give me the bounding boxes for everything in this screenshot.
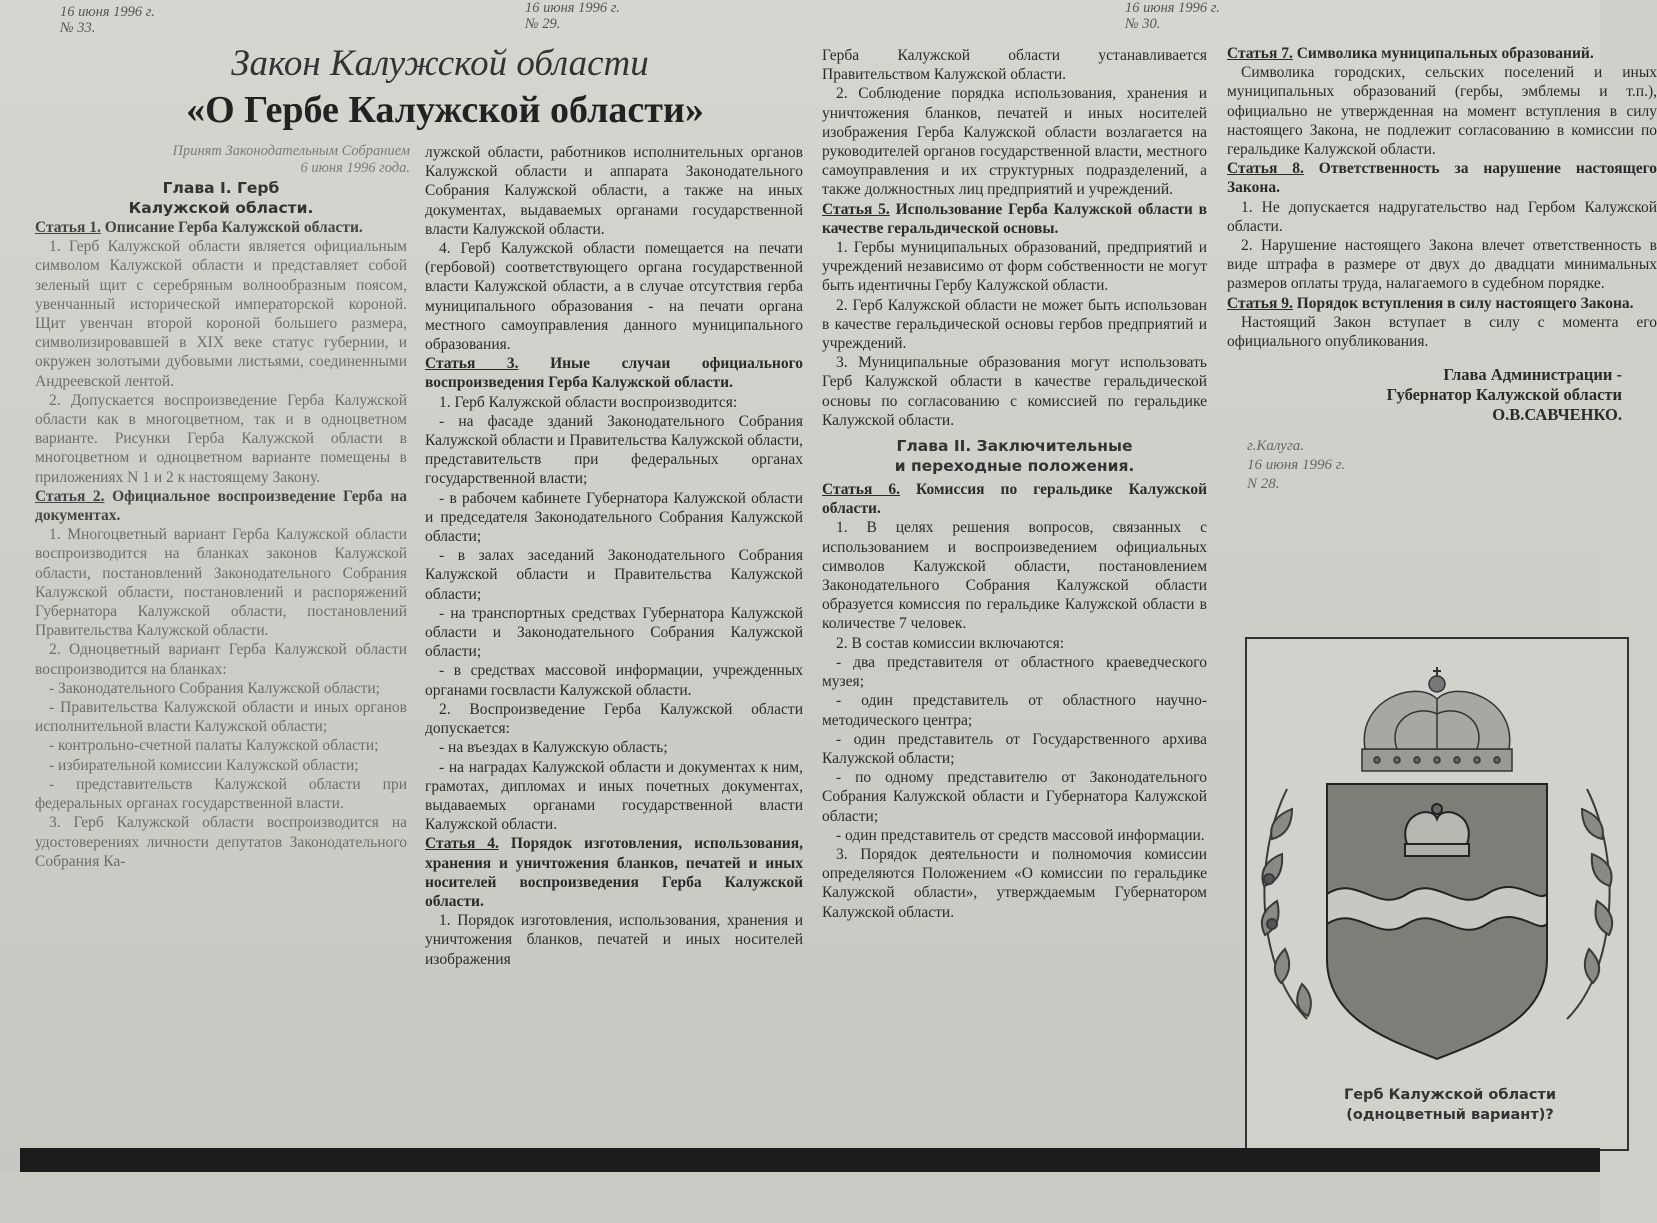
list-item: - Законодательного Собрания Калужской области; [49, 679, 380, 697]
list-item: - в залах заседаний Законодательного Собрания Калужской области и Правительства Калужской области; [425, 547, 803, 603]
signature-line-3: О.В.САВЧЕНКО. [1492, 405, 1622, 425]
list-item: - один представитель от средств массовой информации. [836, 826, 1205, 844]
chapter-1-heading [35, 178, 407, 218]
article-6-title: Комиссия по геральдике Калужской области. [822, 481, 1207, 518]
list-item: - контрольно-счетной палаты Калужской области; [49, 737, 379, 755]
article-1-label: Статья 1. [35, 219, 101, 236]
chapter-1-line-2: Калужской области. [128, 199, 314, 217]
article-9-label: Статья 9. [1227, 294, 1293, 312]
article-6-paragraph-3: 3. Порядок деятельности и полномочия комиссии определяются Положением «О комиссии по геральдике Калужской области», утверждаемым Губернатором Калужской области. [822, 845, 1207, 921]
law-title-line1: Закон Калужской области [231, 43, 649, 84]
article-5-paragraph-1: 1. Гербы муниципальных образований, предприятий и учреждений независимо от форм собственности не могут быть идентичны Гербу Калужской области. [822, 239, 1207, 295]
coat-of-arms-caption [1300, 1085, 1600, 1125]
article-4-paragraph-1: 1. Порядок изготовления, использования, хранения и уничтожения бланков, печатей и иных носителей изображения [425, 912, 803, 968]
article-8-paragraph-2: 2. Нарушение настоящего Закона влечет ответственность в виде штрафа в размере от двух до двадцати минимальных размеров оплаты труда, налагаемого в судебном порядке. [1227, 237, 1657, 293]
article-3-title: Иные случаи официального воспроизведения Герба Калужской области. [425, 355, 803, 392]
article-5-title: Использование Герба Калужской области в качестве геральдической основы. [822, 200, 1207, 237]
article-5-paragraph-3: 3. Муниципальные образования могут использовать Герб Калужской области в качестве геральдической основы по согласованию с комиссией по геральдике Калужской области. [822, 354, 1207, 429]
article-8-label: Статья 8. [1227, 160, 1304, 178]
bottom-margin [0, 1172, 1600, 1223]
article-3-paragraph-1: 1. Герб Калужской области воспроизводится: [439, 393, 738, 411]
article-9-title: Порядок вступления в силу настоящего Закона. [1296, 294, 1634, 312]
article-8-paragraph-1: 1. Не допускается надругательство над Гербом Калужской области. [1227, 198, 1657, 235]
article-2-title: Официальное воспроизведение Герба на документах. [35, 487, 407, 525]
article-5-label: Статья 5. [822, 200, 890, 218]
article-8-title: Ответственность за нарушение настоящего Закона. [1227, 160, 1657, 197]
article-2-continued: лужской области, работников исполнительных органов Калужской области и аппарата Законодательного Собрания Калужской области, а также на иных документах, выдаваемых органами государственной власти Калужской области. [425, 144, 803, 238]
law-title-line2: «О Гербе Калужской области» [186, 89, 704, 131]
column-3 [822, 46, 1207, 922]
header-left [60, 4, 155, 36]
header-left-date: 16 июня 1996 г. [60, 4, 155, 20]
bottom-black-rule [20, 1148, 1600, 1172]
accepted-line-2: 6 июня 1996 года. [300, 160, 410, 176]
article-4-title: Порядок изготовления, использования, хранения и уничтожения бланков, печатей и иных носителей воспроизведения Герба Калужской области. [425, 835, 803, 910]
chapter-2-line-1: Глава II. Заключительные [896, 437, 1133, 456]
list-item: - по одному представителю от Законодательного Собрания Калужской области и Губернатора Калужской области; [822, 769, 1207, 825]
list-item: - на транспортных средствах Губернатора Калужской области и Законодательного Собрания Калужской области; [425, 604, 803, 661]
column-4 [1227, 44, 1657, 494]
header-right-number: № 30. [1125, 16, 1161, 32]
list-item: - в рабочем кабинете Губернатора Калужской области и председателя Законодательного Собрания Калужской области; [425, 489, 803, 546]
article-3-paragraph-2: 2. Воспроизведение Герба Калужской области допускается: [425, 700, 803, 738]
column-2 [425, 143, 803, 969]
article-4-continued: Герба Калужской области устанавливается Правительством Калужской области. [822, 47, 1207, 84]
article-1-paragraph-2: 2. Допускается воспроизведение Герба Калужской области как в многоцветном, так и в одноцветном варианте. Рисунки Герба Калужской области в многоцветном и одноцветном варианте помещены в приложениях N 1 и 2 к настоящему Закону. [35, 391, 407, 486]
signature-line-2: Губернатор Калужской области [1386, 385, 1622, 405]
header-right [1125, 0, 1220, 32]
article-5-paragraph-2: 2. Герб Калужской области не может быть использован в качестве геральдической основы гербов предприятий и учреждений. [822, 296, 1207, 353]
article-9-paragraph: Настоящий Закон вступает в силу с момента его официального опубликования. [1227, 313, 1657, 351]
article-2-paragraph-3: 3. Герб Калужской области воспроизводится на удостоверениях личности депутатов Законодательного Собрания Ка- [35, 814, 407, 870]
law-number: N 28. [1247, 476, 1280, 493]
list-item: - один представитель от Государственного архива Калужской области; [822, 730, 1207, 767]
list-item: - два представителя от областного краеведческого музея; [822, 653, 1207, 691]
article-2-paragraph-4: 4. Герб Калужской области помещается на печати (гербовой) соответствующего органа государственной власти Калужской области, а в случае отсутствия герба муниципального образования - на печати органа местного самоуправления данного муниципального образования. [425, 240, 803, 354]
article-6-paragraph-1: 1. В целях решения вопросов, связанных с использованием и воспроизведением официальных символов Калужской области, постановлением Законодательного Собрания Калужской области образуется комиссия по геральдике Калужской области в количестве 7 человек. [822, 519, 1207, 633]
signature-line-1: Глава Администрации - [1443, 365, 1622, 385]
article-6-paragraph-2: 2. В состав комиссии включаются: [836, 634, 1065, 652]
signature-block [1227, 365, 1622, 425]
article-3-heading [425, 354, 803, 392]
accepted-note [60, 143, 410, 177]
article-7-title: Символика муниципальных образований. [1296, 45, 1594, 62]
chapter-2-heading [822, 436, 1207, 476]
article-4-heading [425, 834, 803, 911]
place-date-block [1247, 437, 1657, 494]
article-6-heading [822, 480, 1207, 518]
list-item: - на фасаде зданий Законодательного Собрания Калужской области и Правительства Калужской области, представительств при федеральных органах государственной власти; [425, 412, 803, 488]
header-left-number: № 33. [60, 20, 96, 36]
article-2-heading [35, 487, 407, 525]
article-2-paragraph-2: 2. Одноцветный вариант Герба Калужской области воспроизводится на бланках: [35, 641, 407, 678]
coat-of-arms-frame [1245, 637, 1629, 1151]
header-middle-number: № 29. [525, 16, 561, 32]
list-item: - избирательной комиссии Калужской области; [49, 756, 359, 774]
article-2-paragraph-1: 1. Многоцветный вариант Герба Калужской области воспроизводится на бланках законов Калужской области, постановлений Законодательного Собрания Калужской области, постановлений и распоряжений Губернатора Калужской области, постановлений Правительства Калужской области. [35, 526, 407, 640]
column-1 [35, 178, 407, 871]
article-8-heading [1227, 159, 1657, 197]
place: г.Калуга. [1247, 438, 1304, 455]
caption-line-1: Герб Калужской области [1343, 1087, 1557, 1103]
chapter-2-line-2: и переходные положения. [894, 457, 1135, 476]
article-1-heading [35, 218, 407, 237]
list-item: - на наградах Калужской области и документах к ним, грамотах, дипломах и иных почетных документах, выдаваемых органами государственной власти Калужской области. [425, 758, 803, 834]
article-5-heading [822, 200, 1207, 238]
caption-line-2: (одноцветный вариант)? [1346, 1107, 1554, 1123]
coat-of-arms-image [1247, 639, 1627, 1079]
article-4-label: Статья 4. [425, 835, 499, 853]
list-item: - Правительства Калужской области и иных органов исполнительной власти Калужской области; [35, 699, 407, 736]
list-item: - на въездах в Калужскую область; [439, 739, 668, 757]
accepted-line-1: Принят Законодательным Собранием [172, 143, 410, 159]
list-item: - представительств Калужской области при федеральных органах государственной власти. [35, 775, 407, 813]
article-1-title: Описание Герба Калужской области. [104, 219, 363, 236]
article-1-paragraph-1: 1. Герб Калужской области является официальным символом Калужской области и представляет собой зеленый щит с серебряным волнообразным поясом, увенчанный исторической императорской короной. Щит увенчан второй короной большего размера, символизировавшей в XIX веке статус губернии, и окружен золотыми дубовыми листьями, соединенными Андреевской лентой. [35, 238, 407, 390]
header-middle [525, 0, 620, 32]
article-6-label: Статья 6. [822, 481, 900, 499]
article-7-paragraph: Символика городских, сельских поселений и иных муниципальных образований (гербы, эмблемы и т.п.), официально не утвержденная на момент вступления в силу настоящего Закона, не подлежит согласованию в комиссии по геральдике Калужской области. [1227, 64, 1657, 159]
list-item: - в средствах массовой информации, учрежденных органами госвласти Калужской области. [425, 662, 803, 699]
article-2-label: Статья 2. [35, 487, 105, 505]
list-item: - один представитель от областного научно-методического центра; [822, 692, 1207, 729]
article-7-label: Статья 7. [1227, 45, 1293, 62]
article-3-label: Статья 3. [425, 355, 519, 373]
article-7-heading [1227, 44, 1657, 63]
article-4-paragraph-2: 2. Соблюдение порядка использования, хранения и уничтожения бланков, печатей и иных носителей изображения Герба Калужской области возлагается на руководителей органов государственной власти, местного самоуправления и их структурных подразделений, а также должностных лиц предприятий и учреждений. [822, 85, 1207, 199]
article-9-heading [1227, 294, 1657, 313]
header-right-date: 16 июня 1996 г. [1125, 0, 1220, 16]
date: 16 июня 1996 г. [1247, 457, 1346, 474]
header-middle-date: 16 июня 1996 г. [525, 0, 620, 16]
chapter-1-line-1: Глава I. Герб [162, 179, 280, 197]
